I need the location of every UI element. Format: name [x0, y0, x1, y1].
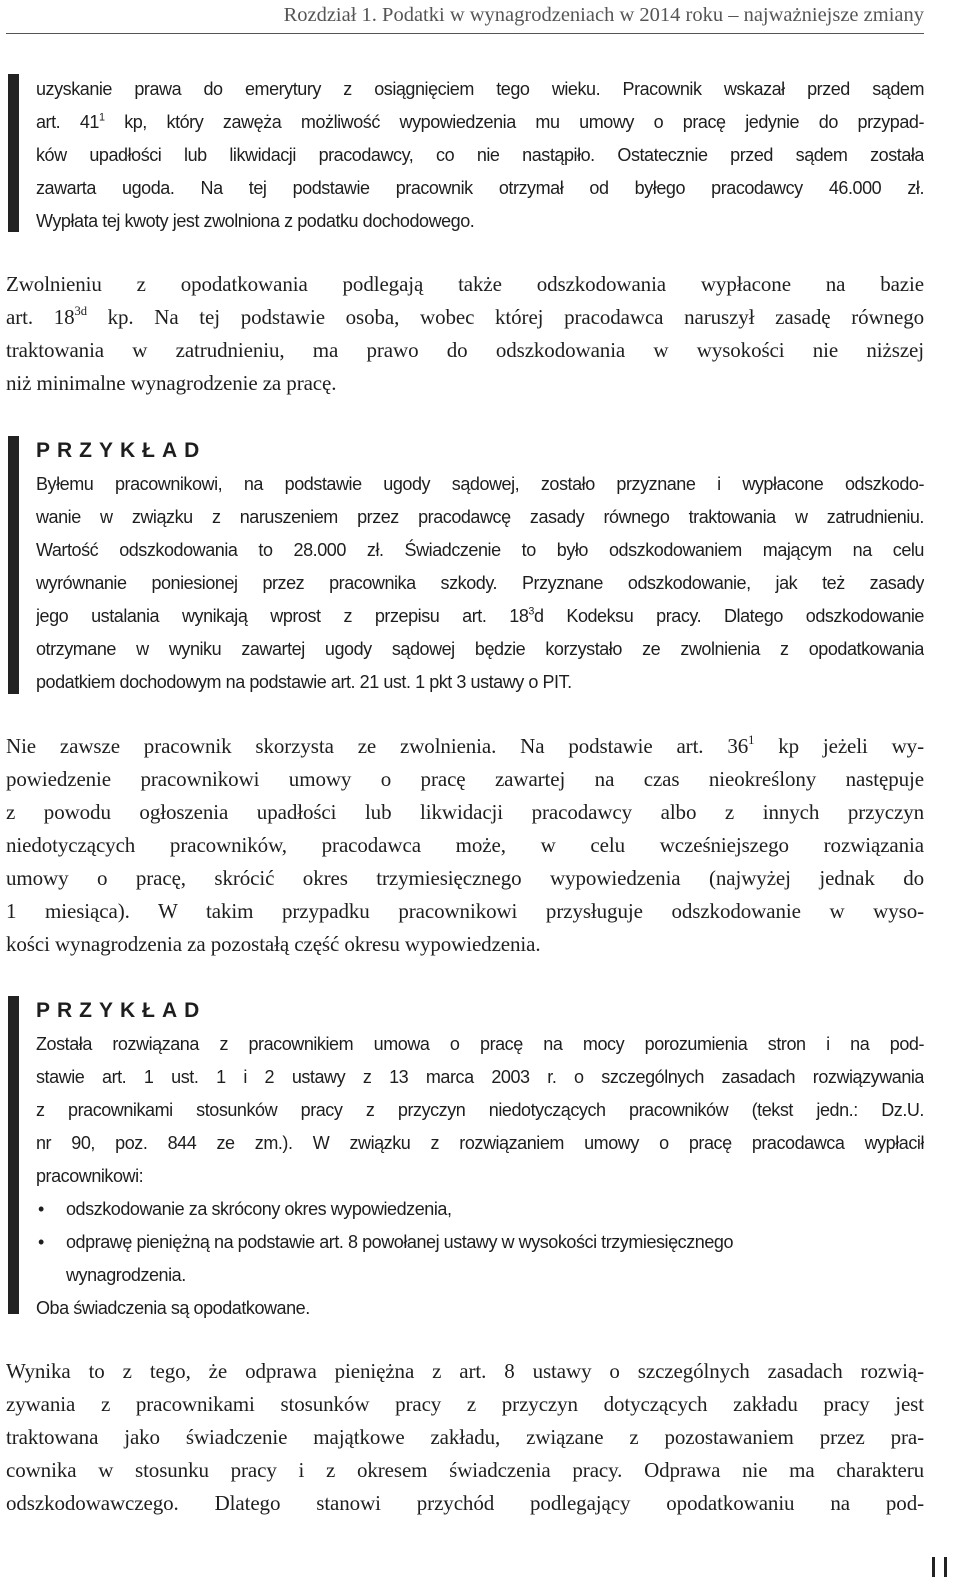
body-paragraph: [6, 730, 924, 961]
example-heading: PRZYKŁAD: [36, 999, 207, 1022]
text-line: zywania z pracownikami stosunków pracy z przyczyn dotyczących zakładu pracy jest: [6, 1392, 924, 1416]
text-line: odszkodowawczego. Dlatego stanowi przychód podlegający opodatkowaniu na pod-: [6, 1491, 924, 1515]
text-line: umowy o pracę, skrócić okres trzymiesięcznego wypowiedzenia (najwyżej jednak do: [6, 866, 924, 890]
text-line: niedotyczących pracowników, pracodawca może, w celu wcześniejszego rozwiązania: [6, 833, 924, 857]
header-rule: [6, 33, 924, 34]
text-line: zawarta ugoda. Na tej podstawie pracownik otrzymał od byłego pracodawcy 46.000 zł.: [36, 178, 924, 198]
text-line: art. $41^1$ kp, który zawęża możliwość wypowiedzenia mu umowy o pracę jedynie do przypad-: [36, 111, 924, 132]
example-side-bar: [8, 74, 19, 232]
list-item: • odprawę pieniężną na podstawie art. 8 powołanej ustawy w wysokości trzymiesięcznego: [36, 1226, 924, 1259]
text-line: wyrównanie poniesionej przez pracownika szkody. Przyznane odszkodowanie, jak też zasady: [36, 573, 924, 593]
bullet-icon: •: [38, 1232, 44, 1252]
text-line: kości wynagrodzenia za pozostałą część okresu wypowiedzenia.: [6, 932, 541, 956]
example-side-bar: [8, 436, 19, 694]
text-line: wanie w związku z naruszeniem przez pracodawcę zasady równego traktowania w zatrudnieniu.: [36, 507, 924, 527]
text-line: Wynika to z tego, że odprawa pieniężna z art. 8 ustawy o szczególnych zasadach rozwią-: [6, 1359, 924, 1383]
text-line: pracownikowi:: [36, 1166, 144, 1186]
text-line: uzyskanie prawa do emerytury z osiągnięciem tego wieku. Pracownik wskazał przed sądem: [36, 79, 924, 99]
text-line: Wartość odszkodowania to 28.000 zł. Świadczenie to było odszkodowaniem mającym na celu: [36, 540, 924, 560]
text-line: traktowana jako świadczenie majątkowe zakładu, związane z pozostawaniem przez pra-: [6, 1425, 924, 1449]
text-line: jego ustalania wynikają wprost z przepisu art. $18^3d$ Kodeksu pracy. Dlatego odszkodowanie: [36, 605, 924, 626]
list-item: • odszkodowanie za skrócony okres wypowiedzenia,: [36, 1193, 924, 1226]
list-item-continuation: wynagrodzenia.: [66, 1265, 186, 1285]
body-paragraph: [6, 268, 924, 400]
text-line: 1 miesiąca). W takim przypadku pracownikowi przysługuje odszkodowanie w wyso-: [6, 899, 924, 923]
example-side-bar: [8, 996, 19, 1314]
page-number-mark: [930, 1553, 952, 1577]
text-line: Byłemu pracownikowi, na podstawie ugody sądowej, zostało przyznane i wypłacone odszkodo-: [36, 474, 924, 494]
text-line: Nie zawsze pracownik skorzysta ze zwolnienia. Na podstawie art. $36^1$ kp jeżeli wy-: [6, 733, 924, 758]
text-line: powiedzenie pracownikowi umowy o pracę zawartej na czas nieokreślony następuje: [6, 767, 924, 791]
text-line: niż minimalne wynagrodzenie za pracę.: [6, 371, 337, 395]
example-continuation: [36, 73, 924, 238]
text-line: podatkiem dochodowym na podstawie art. 21 ust. 1 pkt 3 ustawy o PIT.: [36, 672, 572, 692]
running-header: Rozdział 1. Podatki w wynagrodzeniach w 2014 roku – najważniejsze zmiany: [283, 4, 924, 26]
text-line: stawie art. 1 ust. 1 i 2 ustawy z 13 marca 2003 r. o szczególnych zasadach rozwiązywania: [36, 1067, 924, 1087]
text-line: z powodu ogłoszenia upadłości lub likwidacji pracodawcy albo z innych przyczyn: [6, 800, 924, 824]
text-line: Zwolnieniu z opodatkowania podlegają także odszkodowania wypłacone na bazie: [6, 272, 924, 296]
text-line: z pracownikami stosunków pracy z przyczyn niedotyczących pracowników (tekst jedn.: Dz.U.: [36, 1100, 924, 1120]
text-line: art. $18^{3d}$ kp. Na tej podstawie osoba, wobec której pracodawca naruszył zasadę równego: [6, 304, 924, 329]
text-line: Została rozwiązana z pracownikiem umowa o pracę na mocy porozumienia stron i na pod-: [36, 1034, 924, 1054]
text-line: cownika w stosunku pracy i z okresem świadczenia pracy. Odprawa nie ma charakteru: [6, 1458, 924, 1482]
example-box: [36, 996, 924, 1325]
example-heading: PRZYKŁAD: [36, 439, 207, 462]
bullet-icon: •: [38, 1199, 44, 1219]
text-line: Oba świadczenia są opodatkowane.: [36, 1298, 310, 1318]
text-line: ków upadłości lub likwidacji pracodawcy, co nie nastąpiło. Ostatecznie przed sądem została: [36, 145, 924, 165]
text-line: otrzymane w wyniku zawartej ugody sądowej będzie korzystało ze zwolnienia z opodatkowania: [36, 639, 924, 659]
example-box: [36, 436, 924, 699]
body-paragraph: [6, 1355, 924, 1520]
text-line: traktowania w zatrudnieniu, ma prawo do odszkodowania w wysokości nie niższej: [6, 338, 924, 362]
text-line: Wypłata tej kwoty jest zwolniona z podatku dochodowego.: [36, 211, 475, 231]
text-line: nr 90, poz. 844 ze zm.). W związku z rozwiązaniem umowy o pracę pracodawca wypłacił: [36, 1133, 924, 1153]
